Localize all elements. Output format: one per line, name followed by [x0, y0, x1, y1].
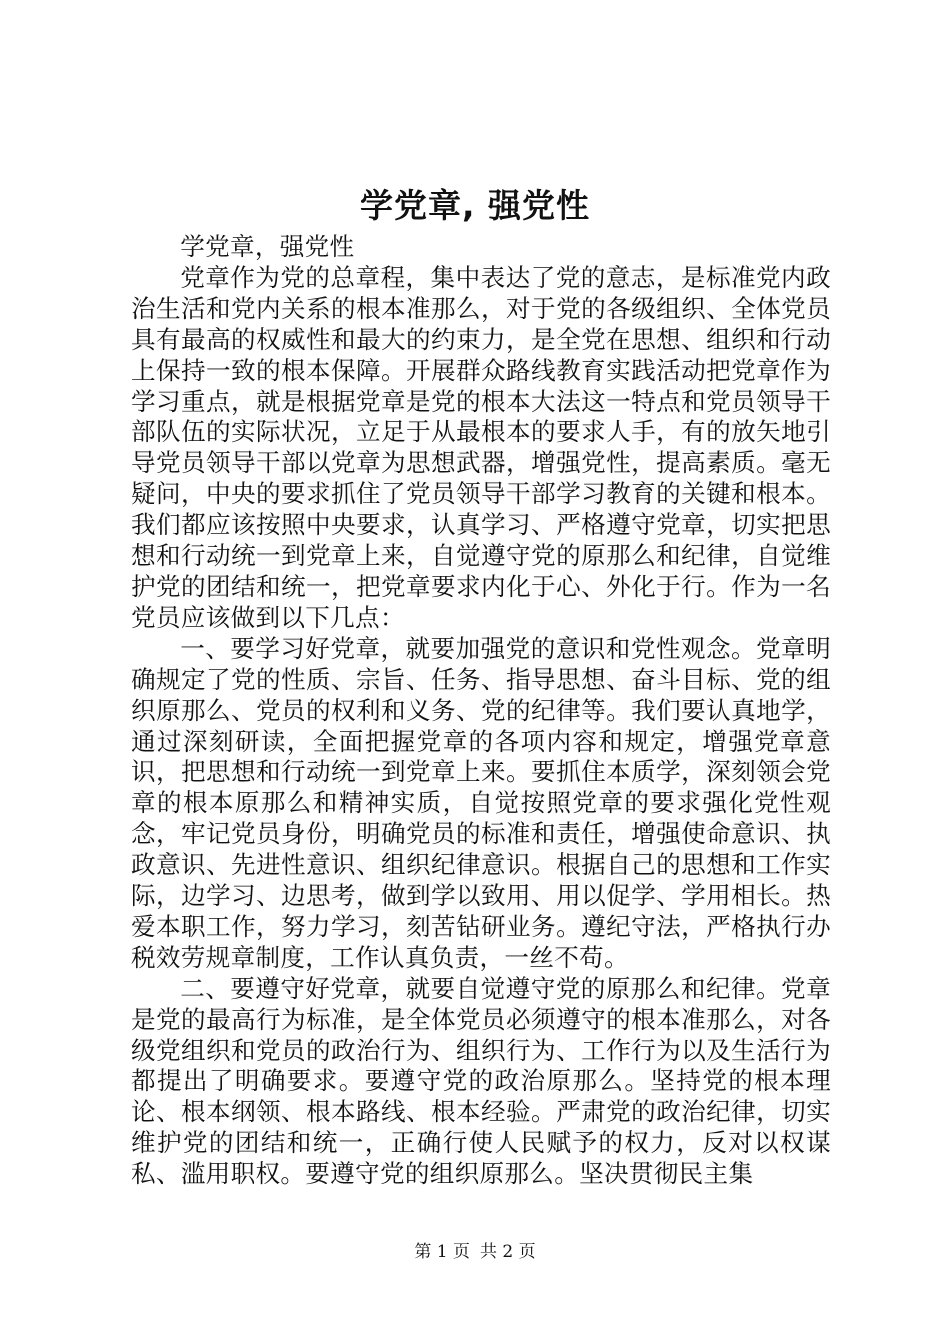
- page-number: 第 1 页: [414, 1242, 470, 1262]
- document-body: [131, 232, 831, 1190]
- body-paragraph: 党章作为党的总章程，集中表达了党的意志，是标准党内政治生活和党内关系的根本准那么，对于党的各级组织、全体党员具有最高的权威性和最大的约束力，是全党在思想、组织和行动上保持一致的根本保障。开展群众路线教育实践活动把党章作为学习重点，就是根据党章是党的根本大法这一特点和党员领导干部队伍的实际状况，立足于从最根本的要求人手，有的放矢地引导党员领导干部以党章为思想武器，增强党性，提高素质。毫无疑问，中央的要求抓住了党员领导干部学习教育的关键和根本。我们都应该按照中央要求，认真学习、严格遵守党章，切实把思想和行动统一到党章上来，自觉遵守党的原那么和纪律，自觉维护党的团结和统一，把党章要求内化于心、外化于行。作为一名党员应该做到以下几点：: [131, 262, 831, 632]
- body-paragraph: 二、要遵守好党章，就要自觉遵守党的原那么和纪律。党章是党的最高行为标准，是全体党员必须遵守的根本准那么，对各级党组织和党员的政治行为、组织行为、工作行为以及生活行为都提出了明确要求。要遵守党的政治原那么。坚持党的根本理论、根本纲领、根本路线、根本经验。严肃党的政治纪律，切实维护党的团结和统一，正确行使人民赋予的权力，反对以权谋私、滥用职权。要遵守党的组织原那么。坚决贯彻民主集: [131, 973, 831, 1189]
- page-footer: [0, 1240, 950, 1264]
- document-title: 学党章, 强党性: [359, 186, 591, 225]
- subtitle-paragraph: 学党章，强党性: [180, 232, 355, 261]
- body-paragraph: 一、要学习好党章，就要加强党的意识和党性观念。党章明确规定了党的性质、宗旨、任务、指导思想、奋斗目标、党的组织原那么、党员的权利和义务、党的纪律等。我们要认真地学，通过深刻研读，全面把握党章的各项内容和规定，增强党章意识，把思想和行动统一到党章上来。要抓住本质学，深刻领会党章的根本原那么和精神实质，自觉按照党章的要求强化党性观念，牢记党员身份，明确党员的标准和责任，增强使命意识、执政意识、先进性意识、组织纪律意识。根据自己的思想和工作实际，边学习、边思考，做到学以致用、用以促学、学用相长。热爱本职工作，努力学习，刻苦钻研业务。遵纪守法，严格执行办税效劳规章制度，工作认真负责，一丝不苟。: [131, 633, 831, 972]
- page-total: 共 2 页: [480, 1242, 536, 1262]
